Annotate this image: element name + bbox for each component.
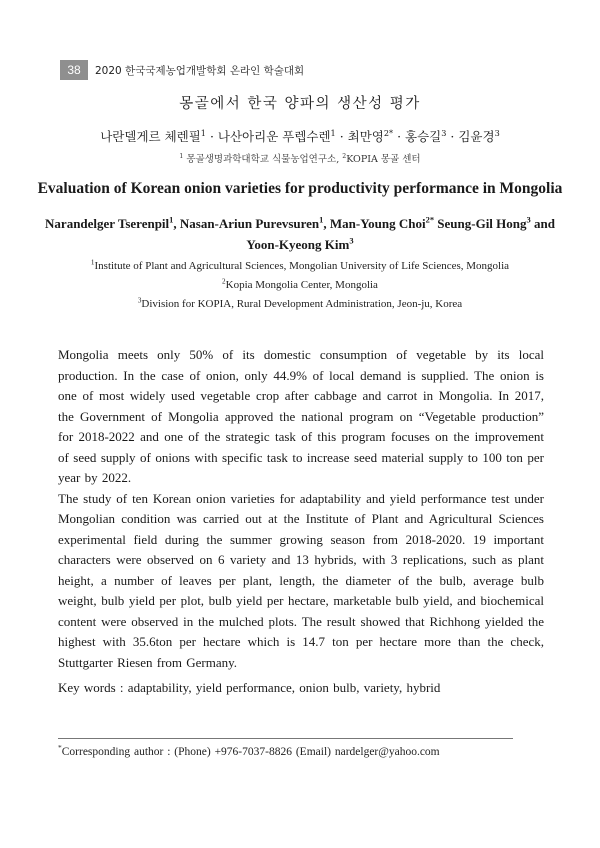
footnote-divider: [58, 738, 513, 739]
korean-affiliations: $^1$ 몽골생명과학대학교 식물농업연구소, $^2$KOPIA 몽골 센터: [179, 152, 421, 165]
abstract-paragraph: Mongolia meets only 50% of its domestic consumption of vegetable by its local production. In the case of onion, only 44.9% of local demand is supplied. The onion is one of most widely used vegetable crop after cabbage and carrot in Mongolia. In 2017, the Government of Mongolia approved the national program on “Vegetable production” for 2018-2022 and one of the strategic task of this program focuses on the improvement of seed supply of onions with specific task to increase seed material supply to 100 ton per year by 2022.: [58, 347, 544, 485]
english-title: Evaluation of Korean onion varieties for productivity performance in Mongolia: [37, 180, 563, 197]
corresponding-author-footnote: *Corresponding author : (Phone) +976-7037-8826 (Email) nardelger@yahoo.com: [58, 743, 440, 758]
korean-author: 나산아리운 푸렙수렌$^1$ ·: [217, 127, 348, 144]
korean-author: 최만영$^{2*}$ ·: [347, 127, 406, 144]
english-authors-line-2: [0, 237, 600, 253]
english-author: Narandelger Tserenpil$^1$,: [45, 214, 180, 231]
english-author: Yoon-Kyeong Kim$^3$: [246, 235, 354, 252]
conference-name: 2020 한국국제농업개발학회 온라인 학술대회: [95, 64, 305, 77]
english-author: Seung-Gil Hong$^3$ and: [437, 214, 555, 231]
english-authors-line-1: [0, 216, 600, 232]
keywords: Key words : adaptability, yield performance, onion bulb, variety, hybrid: [58, 680, 441, 695]
running-header: [60, 60, 304, 80]
korean-author: 홍승길$^3$ ·: [405, 127, 459, 144]
abstract-paragraph: The study of ten Korean onion varieties for adaptability and yield performance test under Mongolian condition was carried out at the Institute of Plant and Agricultural Sciences experimental field during the summer growing season from 2018-2020. 19 important characters were observed on 6 variety and 13 hybrids, with 3 replications, such as plant height, a number of leaves per plant, length, the diameter of the bulb, average bulb weight, bulb yield per plot, bulb yield per hectare, marketable bulb yield, and biochemical content were observed in the mulched plots. The result showed that Richhong yielded the highest with 35.6ton per hectare which is 14.7 ton per hectare more than the check, Stuttgarter Riesen from Germany.: [58, 490, 544, 670]
affiliation-3: $^3$Division for KOPIA, Rural Development Administration, Jeon-ju, Korea: [137, 296, 463, 310]
korean-author: 나란델게르 체렌필$^1$ ·: [100, 127, 218, 144]
page-number: 38: [60, 60, 88, 80]
affiliation-2: $^2$Kopia Mongolia Center, Mongolia: [222, 277, 378, 291]
affiliation-1: $^1$Institute of Plant and Agricultural Sciences, Mongolian University of Life Sciences, Mongolia: [90, 258, 510, 272]
english-author: Man-Young Choi$^{2*}$: [329, 214, 435, 231]
korean-author: 김윤경$^3$: [458, 127, 500, 144]
english-author: Nasan-Ariun Purevsuren$^1$,: [179, 214, 330, 231]
abstract-body: [58, 345, 544, 673]
korean-title: 몽골에서 한국 양파의 생산성 평가: [179, 96, 421, 112]
korean-authors: [0, 127, 600, 145]
